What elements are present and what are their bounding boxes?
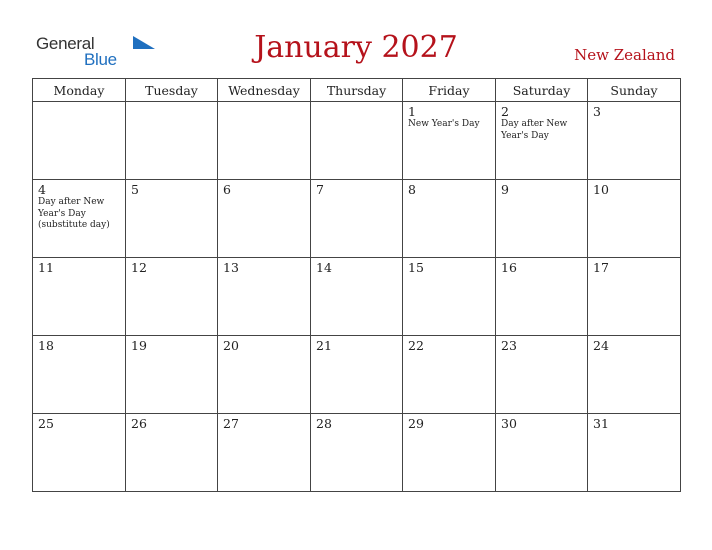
day-number: 17: [593, 260, 609, 275]
day-number: 21: [316, 338, 332, 353]
day-number: 3: [593, 104, 601, 119]
day-cell: [33, 180, 126, 258]
day-number: 11: [38, 260, 54, 275]
week-row: [33, 258, 681, 336]
day-number: 22: [408, 338, 424, 353]
logo-text-blue: Blue: [84, 50, 117, 69]
week-row: [33, 414, 681, 492]
day-cell: [496, 336, 588, 414]
weekday-header: Monday: [33, 79, 126, 102]
day-number: 7: [316, 182, 324, 197]
weekday-header: Tuesday: [126, 79, 218, 102]
day-cell: [588, 180, 681, 258]
day-cell: [126, 180, 218, 258]
weekday-header: Sunday: [588, 79, 681, 102]
day-number: 1: [408, 104, 416, 119]
day-cell: [218, 180, 311, 258]
day-number: 27: [223, 416, 239, 431]
day-cell: [588, 414, 681, 492]
day-cell: [588, 258, 681, 336]
day-number: 8: [408, 182, 416, 197]
holiday-note: Day after New Year's Day: [501, 119, 568, 141]
day-cell: [126, 102, 218, 180]
day-number: 23: [501, 338, 517, 353]
weekday-header: Friday: [403, 79, 496, 102]
day-cell: [33, 258, 126, 336]
day-cell: [496, 180, 588, 258]
day-number: 16: [501, 260, 517, 275]
day-number: 24: [593, 338, 609, 353]
day-cell: [403, 258, 496, 336]
day-number: 2: [501, 104, 509, 119]
day-number: 30: [501, 416, 517, 431]
day-number: 5: [131, 182, 139, 197]
day-number: 26: [131, 416, 147, 431]
day-cell: [218, 414, 311, 492]
day-cell: [311, 258, 403, 336]
week-row: [33, 336, 681, 414]
week-row: [33, 102, 681, 180]
day-cell: [588, 102, 681, 180]
day-cell: [33, 102, 126, 180]
day-cell: [403, 414, 496, 492]
day-cell: [218, 102, 311, 180]
day-cell: [218, 336, 311, 414]
day-cell: [311, 102, 403, 180]
day-cell: [496, 414, 588, 492]
day-cell: [496, 102, 588, 180]
day-cell: [126, 336, 218, 414]
day-cell: [588, 336, 681, 414]
week-row: [33, 180, 681, 258]
day-cell: [33, 414, 126, 492]
weekday-header: Wednesday: [218, 79, 311, 102]
day-number: 13: [223, 260, 239, 275]
holiday-note: Day after New Year's Day (substitute day): [38, 197, 110, 230]
weekday-header-row: [33, 79, 681, 102]
day-number: 29: [408, 416, 424, 431]
day-number: 10: [593, 182, 609, 197]
day-cell: [403, 180, 496, 258]
day-number: 28: [316, 416, 332, 431]
page-title: January 2027: [254, 30, 458, 65]
logo-text-general: General: [36, 34, 95, 53]
day-number: 19: [131, 338, 147, 353]
day-cell: [403, 336, 496, 414]
day-cell: [33, 336, 126, 414]
day-number: 12: [131, 260, 147, 275]
day-cell: [311, 414, 403, 492]
holiday-note: New Year's Day: [408, 119, 480, 129]
day-number: 15: [408, 260, 424, 275]
day-number: 6: [223, 182, 231, 197]
weekday-header: Thursday: [311, 79, 403, 102]
day-cell: [403, 102, 496, 180]
day-cell: [126, 414, 218, 492]
day-number: 4: [38, 182, 46, 197]
day-number: 18: [38, 338, 54, 353]
day-number: 31: [593, 416, 609, 431]
day-number: 14: [316, 260, 332, 275]
day-cell: [496, 258, 588, 336]
day-cell: [311, 336, 403, 414]
day-number: 9: [501, 182, 509, 197]
day-cell: [311, 180, 403, 258]
weekday-header: Saturday: [496, 79, 588, 102]
calendar-grid: [32, 78, 681, 492]
day-cell: [126, 258, 218, 336]
day-number: 20: [223, 338, 239, 353]
day-number: 25: [38, 416, 54, 431]
country-label: New Zealand: [574, 46, 675, 64]
day-cell: [218, 258, 311, 336]
